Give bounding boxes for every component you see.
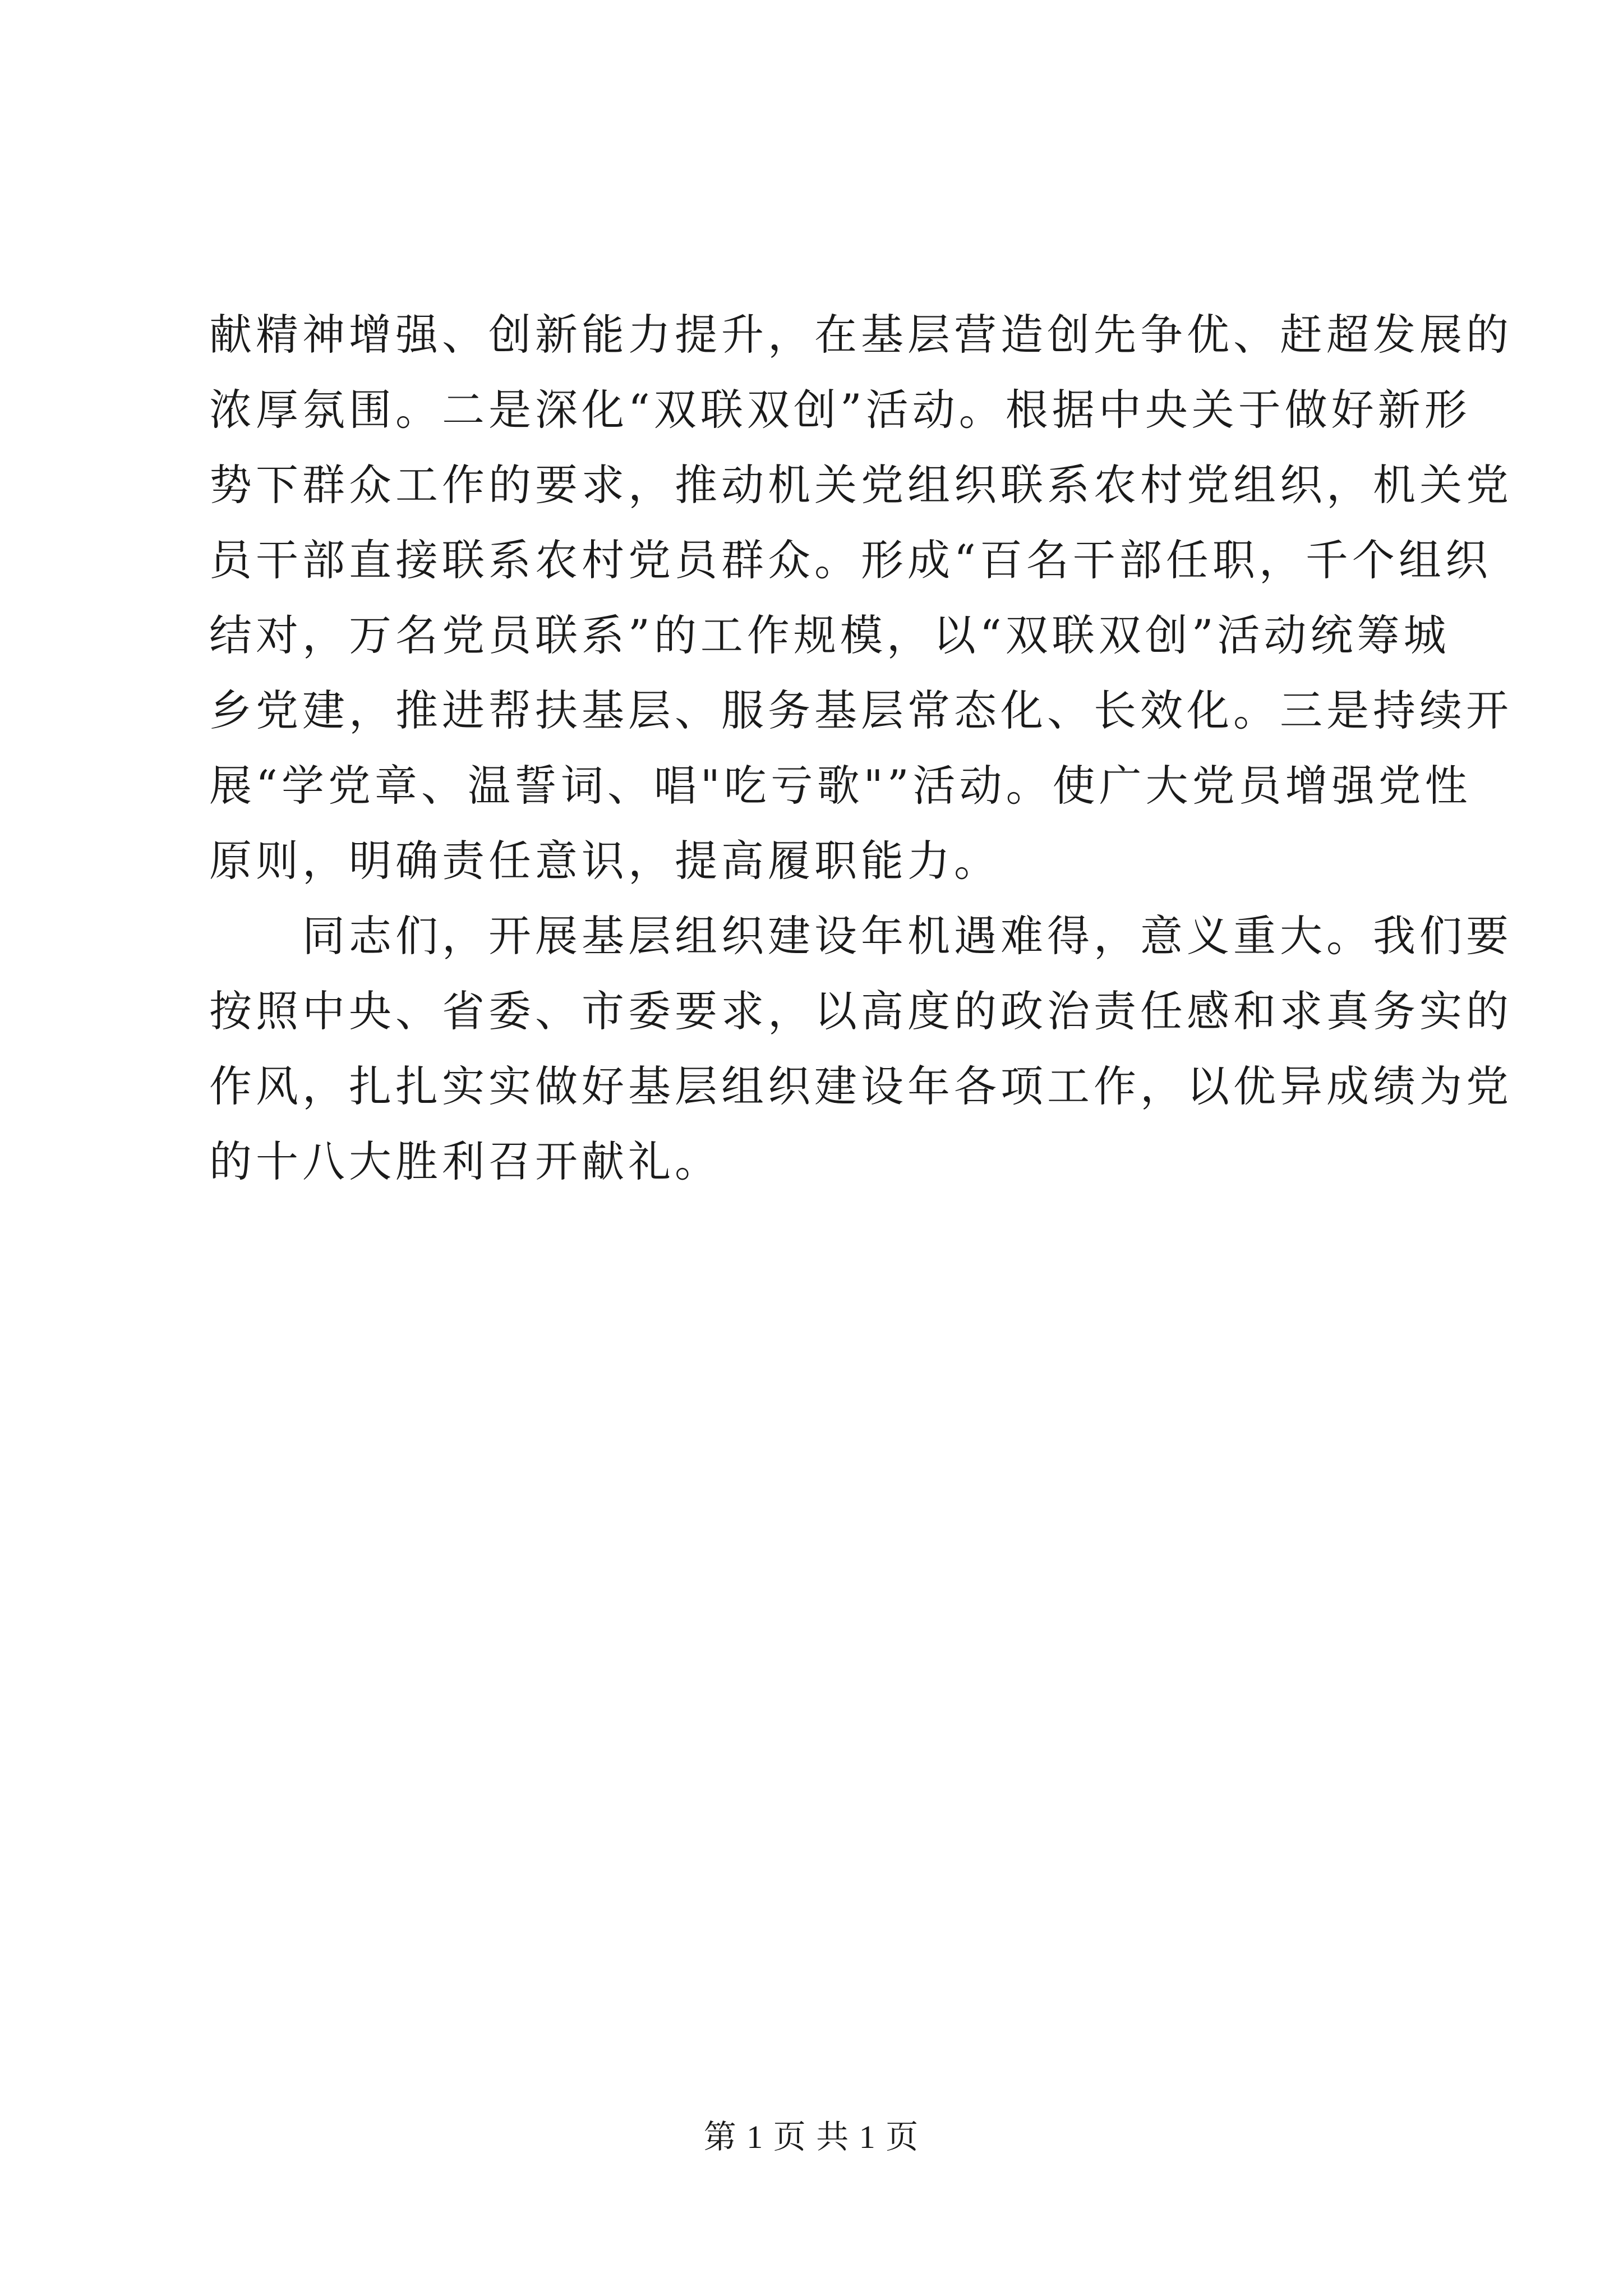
text-line: 的十八大胜利召开献礼。 <box>209 1137 721 1186</box>
text-line: 员干部直接联系农村党员群众。形成“百名干部任职，千个组织 <box>209 535 1492 585</box>
text-line: 结对，万名党员联系”的工作规模，以“双联双创”活动统筹城 <box>209 610 1450 660</box>
text-line: 按照中央、省委、市委要求，以高度的政治责任感和求真务实的 <box>209 986 1513 1036</box>
text-line: 展“学党章、温誓词、唱"吃亏歌"”活动。使广大党员增强党性 <box>209 761 1472 811</box>
text-line: 作风，扎扎实实做好基层组织建设年各项工作，以优异成绩为党 <box>209 1061 1513 1111</box>
text-line: 同志们，开展基层组织建设年机遇难得，意义重大。我们要 <box>209 911 1513 961</box>
text-line: 献精神增强、创新能力提升，在基层营造创先争优、赶超发展的 <box>209 310 1513 360</box>
body-text <box>209 297 1513 1199</box>
text-line: 乡党建，推进帮扶基层、服务基层常态化、长效化。三是持续开 <box>209 685 1513 735</box>
text-line: 势下群众工作的要求，推动机关党组织联系农村党组织，机关党 <box>209 460 1513 510</box>
text-line: 原则，明确责任意识，提高履职能力。 <box>209 836 1000 886</box>
page-number-footer: 第 1 页 共 1 页 <box>703 2119 920 2155</box>
text-line: 浓厚氛围。二是深化“双联双创”活动。根据中央关于做好新形 <box>209 385 1471 435</box>
